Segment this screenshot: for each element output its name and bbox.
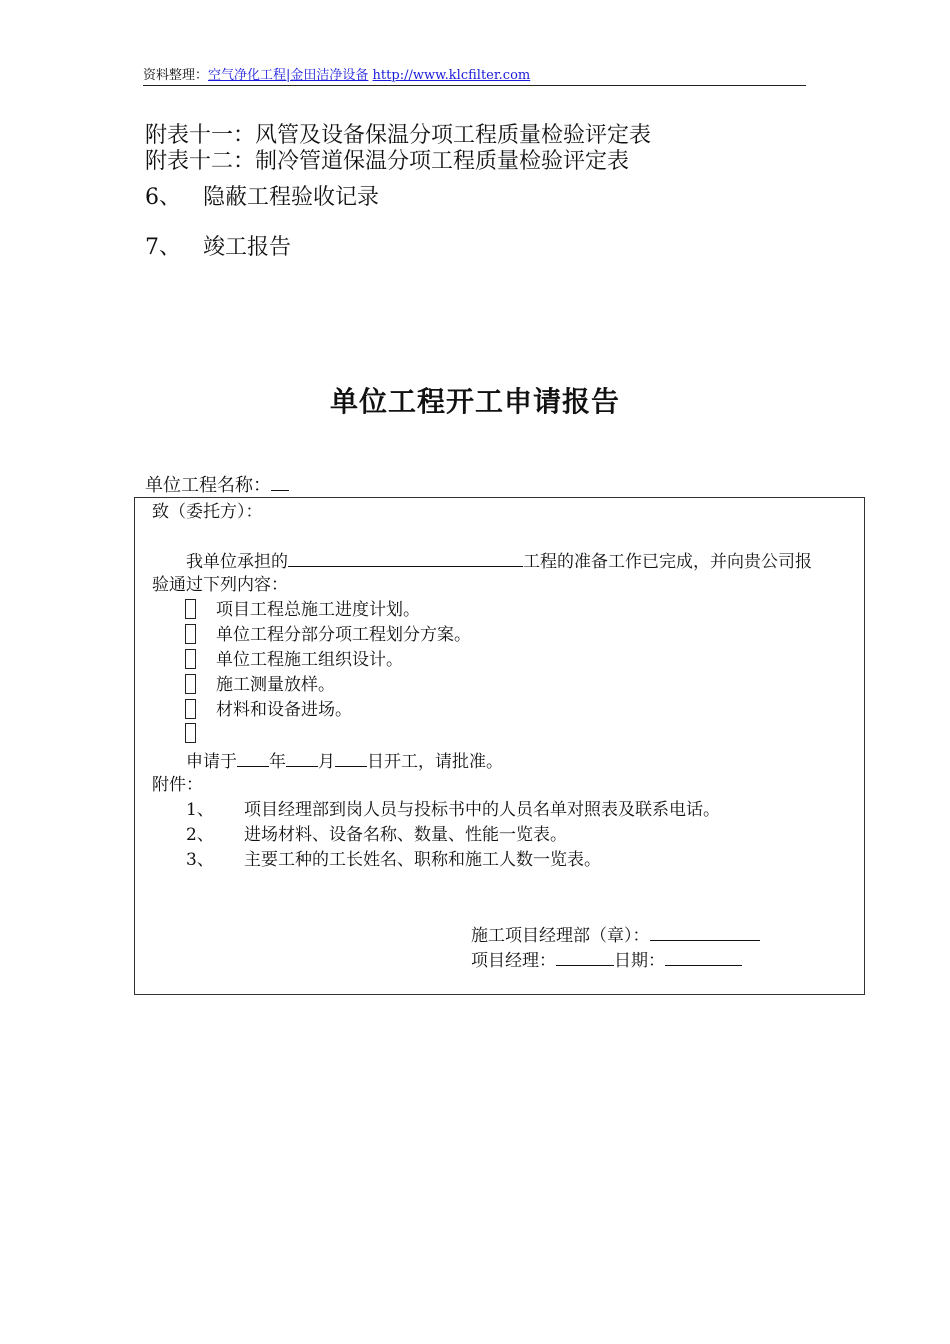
page-header <box>143 66 806 86</box>
toc-appendix-11: 附表十一：风管及设备保温分项工程质量检验评定表 <box>145 123 652 148</box>
signature-dept <box>471 923 760 947</box>
project-name-blank[interactable] <box>288 549 523 567</box>
checkbox[interactable] <box>185 649 196 669</box>
unit-name-blank[interactable] <box>271 474 289 491</box>
intro-line <box>186 549 812 573</box>
start-date-request <box>186 749 503 773</box>
intro-after: 工程的准备工作已完成，并向贵公司报 <box>523 552 812 572</box>
form-title: 单位工程开工申请报告 <box>329 385 620 418</box>
toc-appendix-12: 附表十二：制冷管道保温分项工程质量检验评定表 <box>145 149 630 174</box>
intro-line-2: 验通过下列内容： <box>152 575 288 595</box>
year-label: 年 <box>269 752 286 772</box>
toc-item-number: 7、 <box>145 235 181 260</box>
attachments-label: 附件： <box>152 775 203 795</box>
checkbox[interactable] <box>185 624 196 644</box>
attachment-number: 2、 <box>186 825 214 845</box>
date-blank[interactable] <box>665 948 742 966</box>
unit-name-label: 单位工程名称： <box>145 475 271 496</box>
attachment-number: 3、 <box>186 850 214 870</box>
manager-blank[interactable] <box>556 948 614 966</box>
checklist-item <box>185 649 403 671</box>
intro-before: 我单位承担的 <box>186 552 288 572</box>
checkbox[interactable] <box>185 674 196 694</box>
checklist-item <box>185 674 335 696</box>
signature-manager <box>471 948 742 972</box>
date-label: 日期： <box>614 951 665 971</box>
org-link[interactable]: 空气净化工程|金田洁净设备 <box>208 68 369 83</box>
month-label: 月 <box>318 752 335 772</box>
attachment-text: 主要工种的工长姓名、职称和施工人数一览表。 <box>244 850 601 870</box>
checklist-item <box>185 599 420 621</box>
checklist-label: 材料和设备进场。 <box>216 700 352 720</box>
request-prefix: 申请于 <box>186 752 237 772</box>
dept-seal-blank[interactable] <box>650 923 760 941</box>
unit-name-row <box>145 474 289 497</box>
attachment-number: 1、 <box>186 800 214 820</box>
checklist-label: 单位工程施工组织设计。 <box>216 650 403 670</box>
url-link[interactable]: http://www.klcfilter.com <box>372 68 531 83</box>
toc-item-6 <box>145 185 379 211</box>
toc-item-7 <box>145 235 291 261</box>
manager-label: 项目经理： <box>471 951 556 971</box>
header-prefix: 资料整理： <box>143 68 209 83</box>
attachment-text: 项目经理部到岗人员与投标书中的人员名单对照表及联系电话。 <box>244 800 720 820</box>
checklist-label: 项目工程总施工进度计划。 <box>216 600 420 620</box>
checkbox[interactable] <box>185 699 196 719</box>
dept-label: 施工项目经理部（章）： <box>471 926 650 946</box>
checklist-item <box>185 723 216 745</box>
checklist-item <box>185 624 471 646</box>
toc-item-label: 隐蔽工程验收记录 <box>203 185 380 210</box>
application-form-box <box>134 497 865 995</box>
attachment-item <box>186 799 720 821</box>
month-blank[interactable] <box>286 749 318 767</box>
checkbox[interactable] <box>185 723 196 743</box>
day-blank[interactable] <box>335 749 367 767</box>
day-suffix: 日开工，请批准。 <box>367 752 503 772</box>
attachment-item <box>186 849 601 871</box>
year-blank[interactable] <box>237 749 269 767</box>
to-label: 致（委托方）： <box>152 502 263 522</box>
attachment-item <box>186 824 567 846</box>
checklist-label: 单位工程分部分项工程划分方案。 <box>216 625 471 645</box>
toc-item-label: 竣工报告 <box>203 235 292 260</box>
checkbox[interactable] <box>185 599 196 619</box>
toc-item-number: 6、 <box>145 185 181 210</box>
attachment-text: 进场材料、设备名称、数量、性能一览表。 <box>244 825 567 845</box>
checklist-label: 施工测量放样。 <box>216 675 335 695</box>
checklist-item <box>185 699 352 721</box>
